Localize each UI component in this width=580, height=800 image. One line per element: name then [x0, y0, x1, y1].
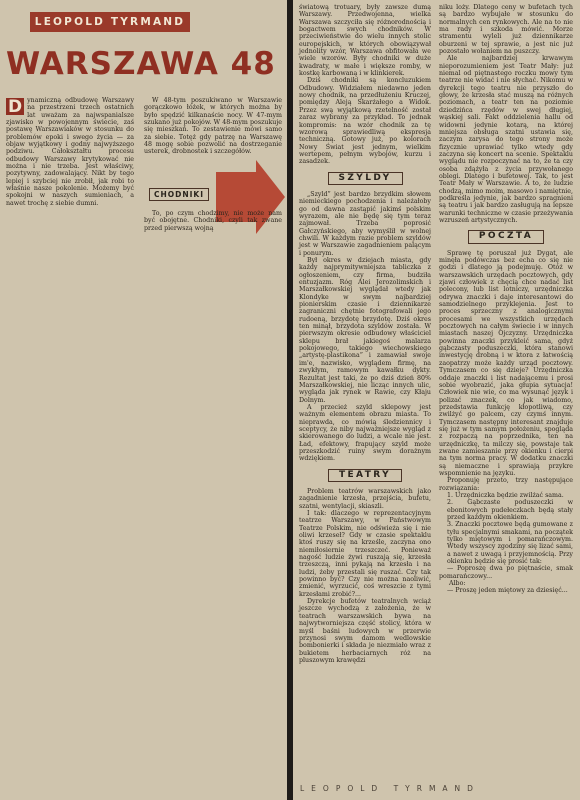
col3-p1: światową trotuary, były zawsze dumą Warszawy. Przedwojenna, wielka Warszawa szczyciła się różnorodnością i bogactwem swych chodników. W przeciwieństwie do wielu innych stolic europejskich, w których obowiązywał jednolity wzór, Warszawa obfitowała we wiele wzorów. Były chodniki w duże kwadraty, w małe i większe romby, w kostkę karbowaną i w klinkierek. — [299, 4, 431, 78]
author-banner — [30, 12, 190, 32]
chodniki-heading-wrap — [148, 188, 210, 201]
poczta-heading: POCZTA — [439, 230, 573, 243]
poczta-proposals — [439, 492, 573, 565]
left-page — [0, 0, 287, 800]
poczta-tail-3: — Proszę jeden miętowy za dziesięć... — [447, 587, 568, 595]
chodniki-heading: CHODNIKI — [148, 188, 210, 201]
teatry-p1: Problem teatrów warszawskich jako zagadnienie krzesła, przejścia, bufetu, szatni, wentylacji, skiaszli. — [299, 487, 431, 510]
intro-column-2 — [144, 97, 282, 156]
col4-p1: niku loży. Dlatego ceny w bufetach tych są bardzo wybujałe w stosunku do normalnych cen rynkowych. Ale na to nie ma rady i szkoda mówić. Morze stramentu wyleli już dziennikarze oburzeni w tej sprawie, a jest nic już pozostało wołaniem na puszczy. — [439, 4, 573, 56]
poczta-tail-2: Albo: — [449, 580, 466, 588]
intro-column — [6, 97, 134, 207]
szyldy-p3: A przecież szyld sklepowy jest ważnym elementem obrazu miasta. To nieprawda, co mówią śledziennicy i sceptycy, że niby najważniejsze wygląd z skierowanego do ludzi, a wcale nie jest. Ład, efektowy, frapujący szyld może przeszkodzić ruiny swym dorażnym wdziękiem. — [299, 403, 431, 463]
article-title: WARSZAWA 48 — [6, 46, 276, 82]
col4-p2: Ale najbardziej krwawym nieporozumieniem jest Teatr Mały: już niemal od piętnastego roczku mowy tym teatrze nie widać i nie słychać. Nikomu w dyrekcji tego teatru nie przyszło do głowy, że krzesła stać muszą na różnych poziomach, a teatr ten na poziomie dziedzińca rzędów w swej długiej, wąskiej sali. Fakt oddzielenia hallu od widowni jedynie kotarą, na której mniejsza obsługa szatni ustawia się, zaczym zarysa do tego strony może fizycznie uprawiać tylko wtedy gdy zaczyna się koncert na scenie. Spektaklu wyglądu nie rozpoczynać na to, że ta czy osoba zdążyła z życia przywołanego oblegi. Dlatego i bufetowej. Tak, to jest Teatr Mały w Warszawie. A to, że ludzie chodzą, mimo moim, masowo i namiętnie, podkreśla jedynie, jak bardzo spragnieni są teatru i jak bardzo zasługują na lepsze warunki techniczne w czasie przeżywania wzruszeń artystycznych. — [439, 55, 573, 224]
right-page — [293, 0, 580, 800]
poczta-p1: Sprawę tę poruszał już Dygat, ale minęła podówczas bez echa co się nie godzi i dlatego ją podejmuję. Otóż w warszawskich urzędach pocztowych, gdy zjawi człowiek z chęcią chce nadać list polecony, lub list lotniczy, urzędniczka odrywa znaczki i daje interesantowi do samodzielnego przyklejenia. Jest to proces sprzeczny z analogicznymi procesami we wszystkich urzędach pocztowych na całym świecie i w innych miastach naszej Ojczyzny. Urzędniczka powinna znaczki przykleić sama, gdyż gąbczasty poduszeczki, która stanowi inwestycję drobną i w ktora z łatwością zaopatrzy może każdy urząd pocztowy. Tymczasem co się dzieje? Urzędniczka oddaje znaczki i list nadającemu i prosi sobie wyobrazić, jaka głupia sytuacja! Człowiek nie wie, co ma wysunąć język i polizać znaczek, co jak wiadomo, przedstawia funkcję kłopotliwą, czy zwilżyć go palcem, czy czymś innym. Tymczasem następny interesant znajduje się już w tym samym położeniu, spogląda z rozpaczą na poprzednika, ten na urzędniczkę, ta milczy się, powstaje tak zwane zamieszanie przy okienku i cierpi na tym norma pracy. W dodatku znaczki są niemaczne i sprawiają przykre wspomnienie na języku. — [439, 249, 573, 477]
szyldy-p1: „Szyld” jest bardzo brzydkim słowem niemieckiego pochodzenia i należałoby go od dawna zastąpić jakimś polskim wyrazem, ale nie będę się tym teraz zajmował. Trzeba poprosić Gałczyńskiego, aby wymyślił w wolnej chwili. W każdym razie problem szyldów jest w Warszawie zagadnieniem palącym i ponurym. — [299, 190, 431, 257]
teatry-p2: I tak: dlaczego w reprezentacyjnym teatrze Warszawy, w Państwowym Teatrze Polskim, nie odświeża się i nie oliwi krzeseł? Gdy w czasie spektaklu ktoś ruszy się na krześle, zaczyna ono niemiłosiernie trzeszczeć. Ponieważ nagość ludzie żywi ruszają się, krzesła trzeszczą, inni pykają na krzesła i na ludzi, żeby przestali się ruszać. Czy tak powinno być? Czy nie można naoliwić, zmienić, wyrzucić, coś wreszcie z tymi krzesłami zrobić?... — [299, 510, 431, 598]
proposal-2: 2. Gąbczaste poduszeczki w ebonitowych pudełeczkach będą stały przed każdym okienkiem. — [447, 499, 573, 522]
intro-paragraph — [6, 97, 134, 207]
szyldy-heading: SZYLDY — [299, 172, 431, 185]
szyldy-p2: Był okres w dziejach miasta, gdy każdy najprymitywniejsza tabliczka z ogłoszeniem, czy firma, budziła entuzjazm. Róg Alei Jerozolimskich i Marszałkowskiej wyglądał wtedy jak Klondyke w swym najbardziej pionierskim czasie i dziennikarze zagraniczni chętnie fotografowali jego rudoeną, brzydotę brzydotę. Dziś okres ten minął, brzydota szyldów została. W pierwszym okresie odbudowy właściciel sklepu brał jakiegoś malarza pokojowego, takiego wiechowskiego „artystę-plastikona” i zamawiał swoje im'e, nazwisko, wyglądem firmę, na zwykłym, ramowym kawałku dykty. Rezultat jest taki, że po dziś dzień 80% Marszałkowskiej, nie licząc innych ulic, wygląda jak rynek w Rawie, czy Kłaju Dolnym. — [299, 257, 431, 404]
teatry-heading: TEATRY — [299, 469, 431, 482]
column-3 — [299, 4, 431, 664]
chodniki-intro — [144, 210, 282, 232]
proposal-3: 3. Znaczki pocztowe będą gumowane z tyłu specjalnymi smakami, na początek tylko miętowym i pomarańczowym. Wtedy wszyscy zgodziny się lizać sami, a nawet z uwagą i przyjemnością. Przy okienku będzie się prosić tak: — [447, 521, 573, 566]
poczta-tail-1: — Poproszę dwa po piętnaście, smak pomarańczowy... — [439, 565, 573, 580]
teatry-p3: Dyrekcje bufetów teatralnych wciąż jeszcze wychodzą z założenia, że w teatrach warszawskich bywa na najwytworniejsza część stolicy, która w myśl baśni ludowych w przerwie przynosi swym damom wedlowskie bombonierki i składa je niezmiało wraz z bukietem herbaciarnych róż na pluszowym krawędzi — [299, 598, 431, 664]
poczta-p2: Proponuję przeto, trzy następujące rozwiązania: — [439, 477, 573, 492]
author-name: LEOPOLD TYRMAND — [34, 16, 186, 28]
column-4 — [439, 4, 573, 595]
intro-text: ynamiczną odbudowę Warszawy na przestrzeni trzech ostatnich lat uważam za najwspanialsze zjawisko w powojennym świecie, zaś postawę Warszawiaków w stosunku do problemów epoki i swego życia — za objaw wyjątkowy i godny najwyższego podziwu. Całokształtu procesu odbudowy Warszawy krytykować nie można i nie trzeba. Jest właściwy, pozytywny, zadowalający. Nikt by tego lepiej i szybciej nie zrobił, jak robi to właśnie nasze pokolenie. Możemy być spokojni w naszych sumieniach, a nawet trochę z siebie dumni. — [6, 97, 134, 207]
page-footer: LEOPOLD TYRMAND — [300, 784, 480, 793]
proposal-1: 1. Urzędniczka będzie zwilżać sama. — [447, 492, 564, 499]
col3-p2: Dziś chodniki są koncluzukiem Odbudowy. Widziałem niedawno jeden nowy chodnik, na przedłużeniu Kruczej, pomiędzy Aleją Skarżałego a Widok. Przez swą wyjątkową rzetelność został zaraz wybrany za przykład. To jednak kompromis: na wzór chodnik za tę wzorową sprawiedliwą ekspresja techniczną. Gotowy już, po kolorach Nowy Świat jest jednym, wielkim wertepem, pełnym wybojów, kurzu i zasadzek. — [299, 77, 431, 166]
drop-cap: D — [8, 97, 23, 117]
chodniki-paragraph: To, po czym chodzimy, nie może nam być obojętne. Chodniki, czyli tak zwane przed pierwszą wojną — [144, 210, 282, 232]
intro-col2-text: W 48-tym poszukiwano w Warszawie gorączkowo łóżek, w których można by było spędzić kilkanaście nocy. W 47-mym szukano już pokojów. W 48-mym poszukuje się mieszkań. To zestawienie mówi samo za siebie. Totęż gdy patrzę na Warszawę 48 mogę sobie pozwolić na dostrzeganie usterek, drobnostek i szczegółów. — [144, 97, 282, 156]
